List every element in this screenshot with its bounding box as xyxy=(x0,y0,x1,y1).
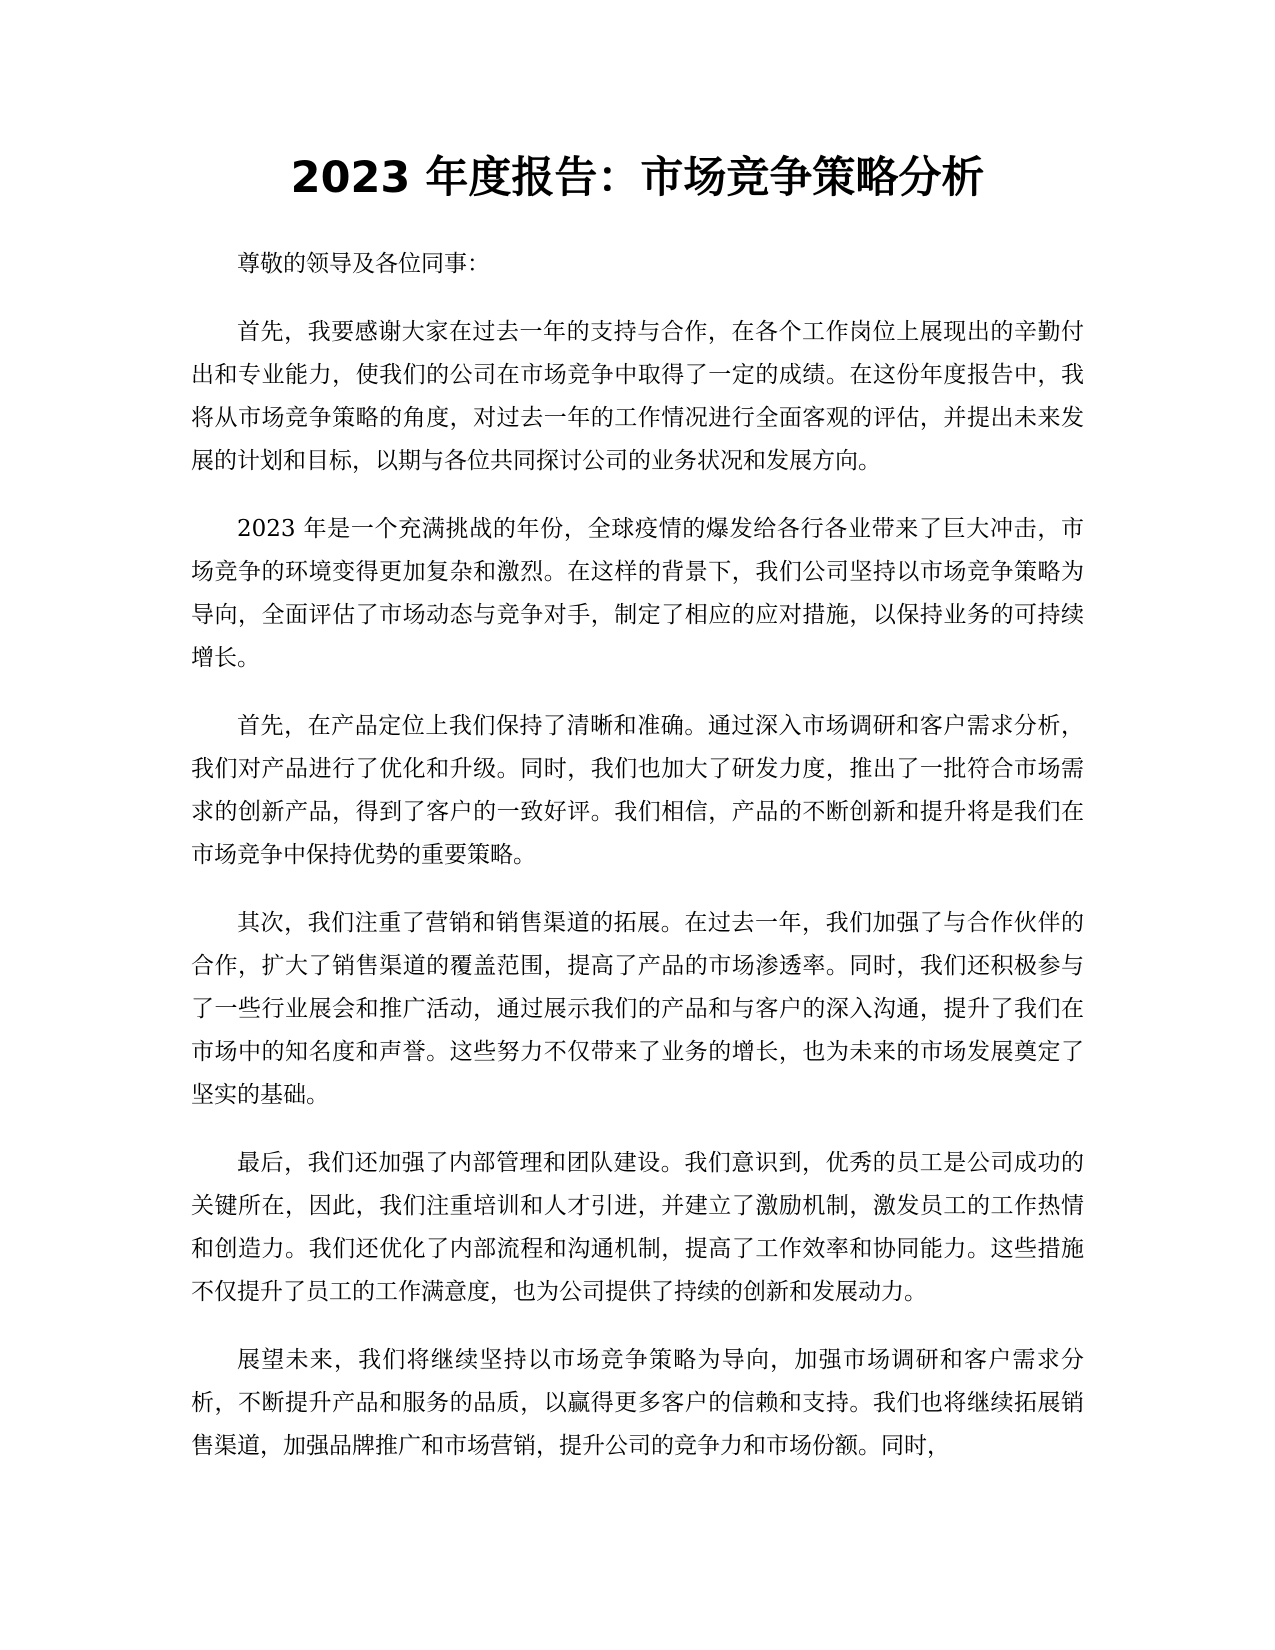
document-body xyxy=(191,243,1084,1493)
body-paragraph-2: 2023 年是一个充满挑战的年份，全球疫情的爆发给各行各业带来了巨大冲击，市场竞争的环境变得更加复杂和激烈。在这样的背景下，我们公司坚持以市场竞争策略为导向，全面评估了市场动态与竞争对手，制定了相应的应对措施，以保持业务的可持续增长。 xyxy=(191,516,1084,671)
body-paragraph-1: 首先，我要感谢大家在过去一年的支持与合作，在各个工作岗位上展现出的辛勤付出和专业能力，使我们的公司在市场竞争中取得了一定的成绩。在这份年度报告中，我将从市场竞争策略的角度，对过去一年的工作情况进行全面客观的评估，并提出未来发展的计划和目标，以期与各位共同探讨公司的业务状况和发展方向。 xyxy=(191,319,1084,474)
body-paragraph-3: 首先，在产品定位上我们保持了清晰和准确。通过深入市场调研和客户需求分析，我们对产品进行了优化和升级。同时，我们也加大了研发力度，推出了一批符合市场需求的创新产品，得到了客户的一致好评。我们相信，产品的不断创新和提升将是我们在市场竞争中保持优势的重要策略。 xyxy=(191,713,1084,868)
body-paragraph-6: 展望未来，我们将继续坚持以市场竞争策略为导向，加强市场调研和客户需求分析，不断提升产品和服务的品质，以赢得更多客户的信赖和支持。我们也将继续拓展销售渠道，加强品牌推广和市场营销，提升公司的竞争力和市场份额。同时， xyxy=(191,1347,1084,1459)
body-paragraph-4: 其次，我们注重了营销和销售渠道的拓展。在过去一年，我们加强了与合作伙伴的合作，扩大了销售渠道的覆盖范围，提高了产品的市场渗透率。同时，我们还积极参与了一些行业展会和推广活动，通过展示我们的产品和与客户的深入沟通，提升了我们在市场中的知名度和声誉。这些努力不仅带来了业务的增长，也为未来的市场发展奠定了坚实的基础。 xyxy=(191,910,1084,1108)
body-paragraph-5: 最后，我们还加强了内部管理和团队建设。我们意识到，优秀的员工是公司成功的关键所在，因此，我们注重培训和人才引进，并建立了激励机制，激发员工的工作热情和创造力。我们还优化了内部流程和沟通机制，提高了工作效率和协同能力。这些措施不仅提升了员工的工作满意度，也为公司提供了持续的创新和发展动力。 xyxy=(191,1150,1084,1305)
greeting-paragraph: 尊敬的领导及各位同事： xyxy=(237,251,490,277)
document-title: 2023 年度报告：市场竞争策略分析 xyxy=(290,153,985,203)
